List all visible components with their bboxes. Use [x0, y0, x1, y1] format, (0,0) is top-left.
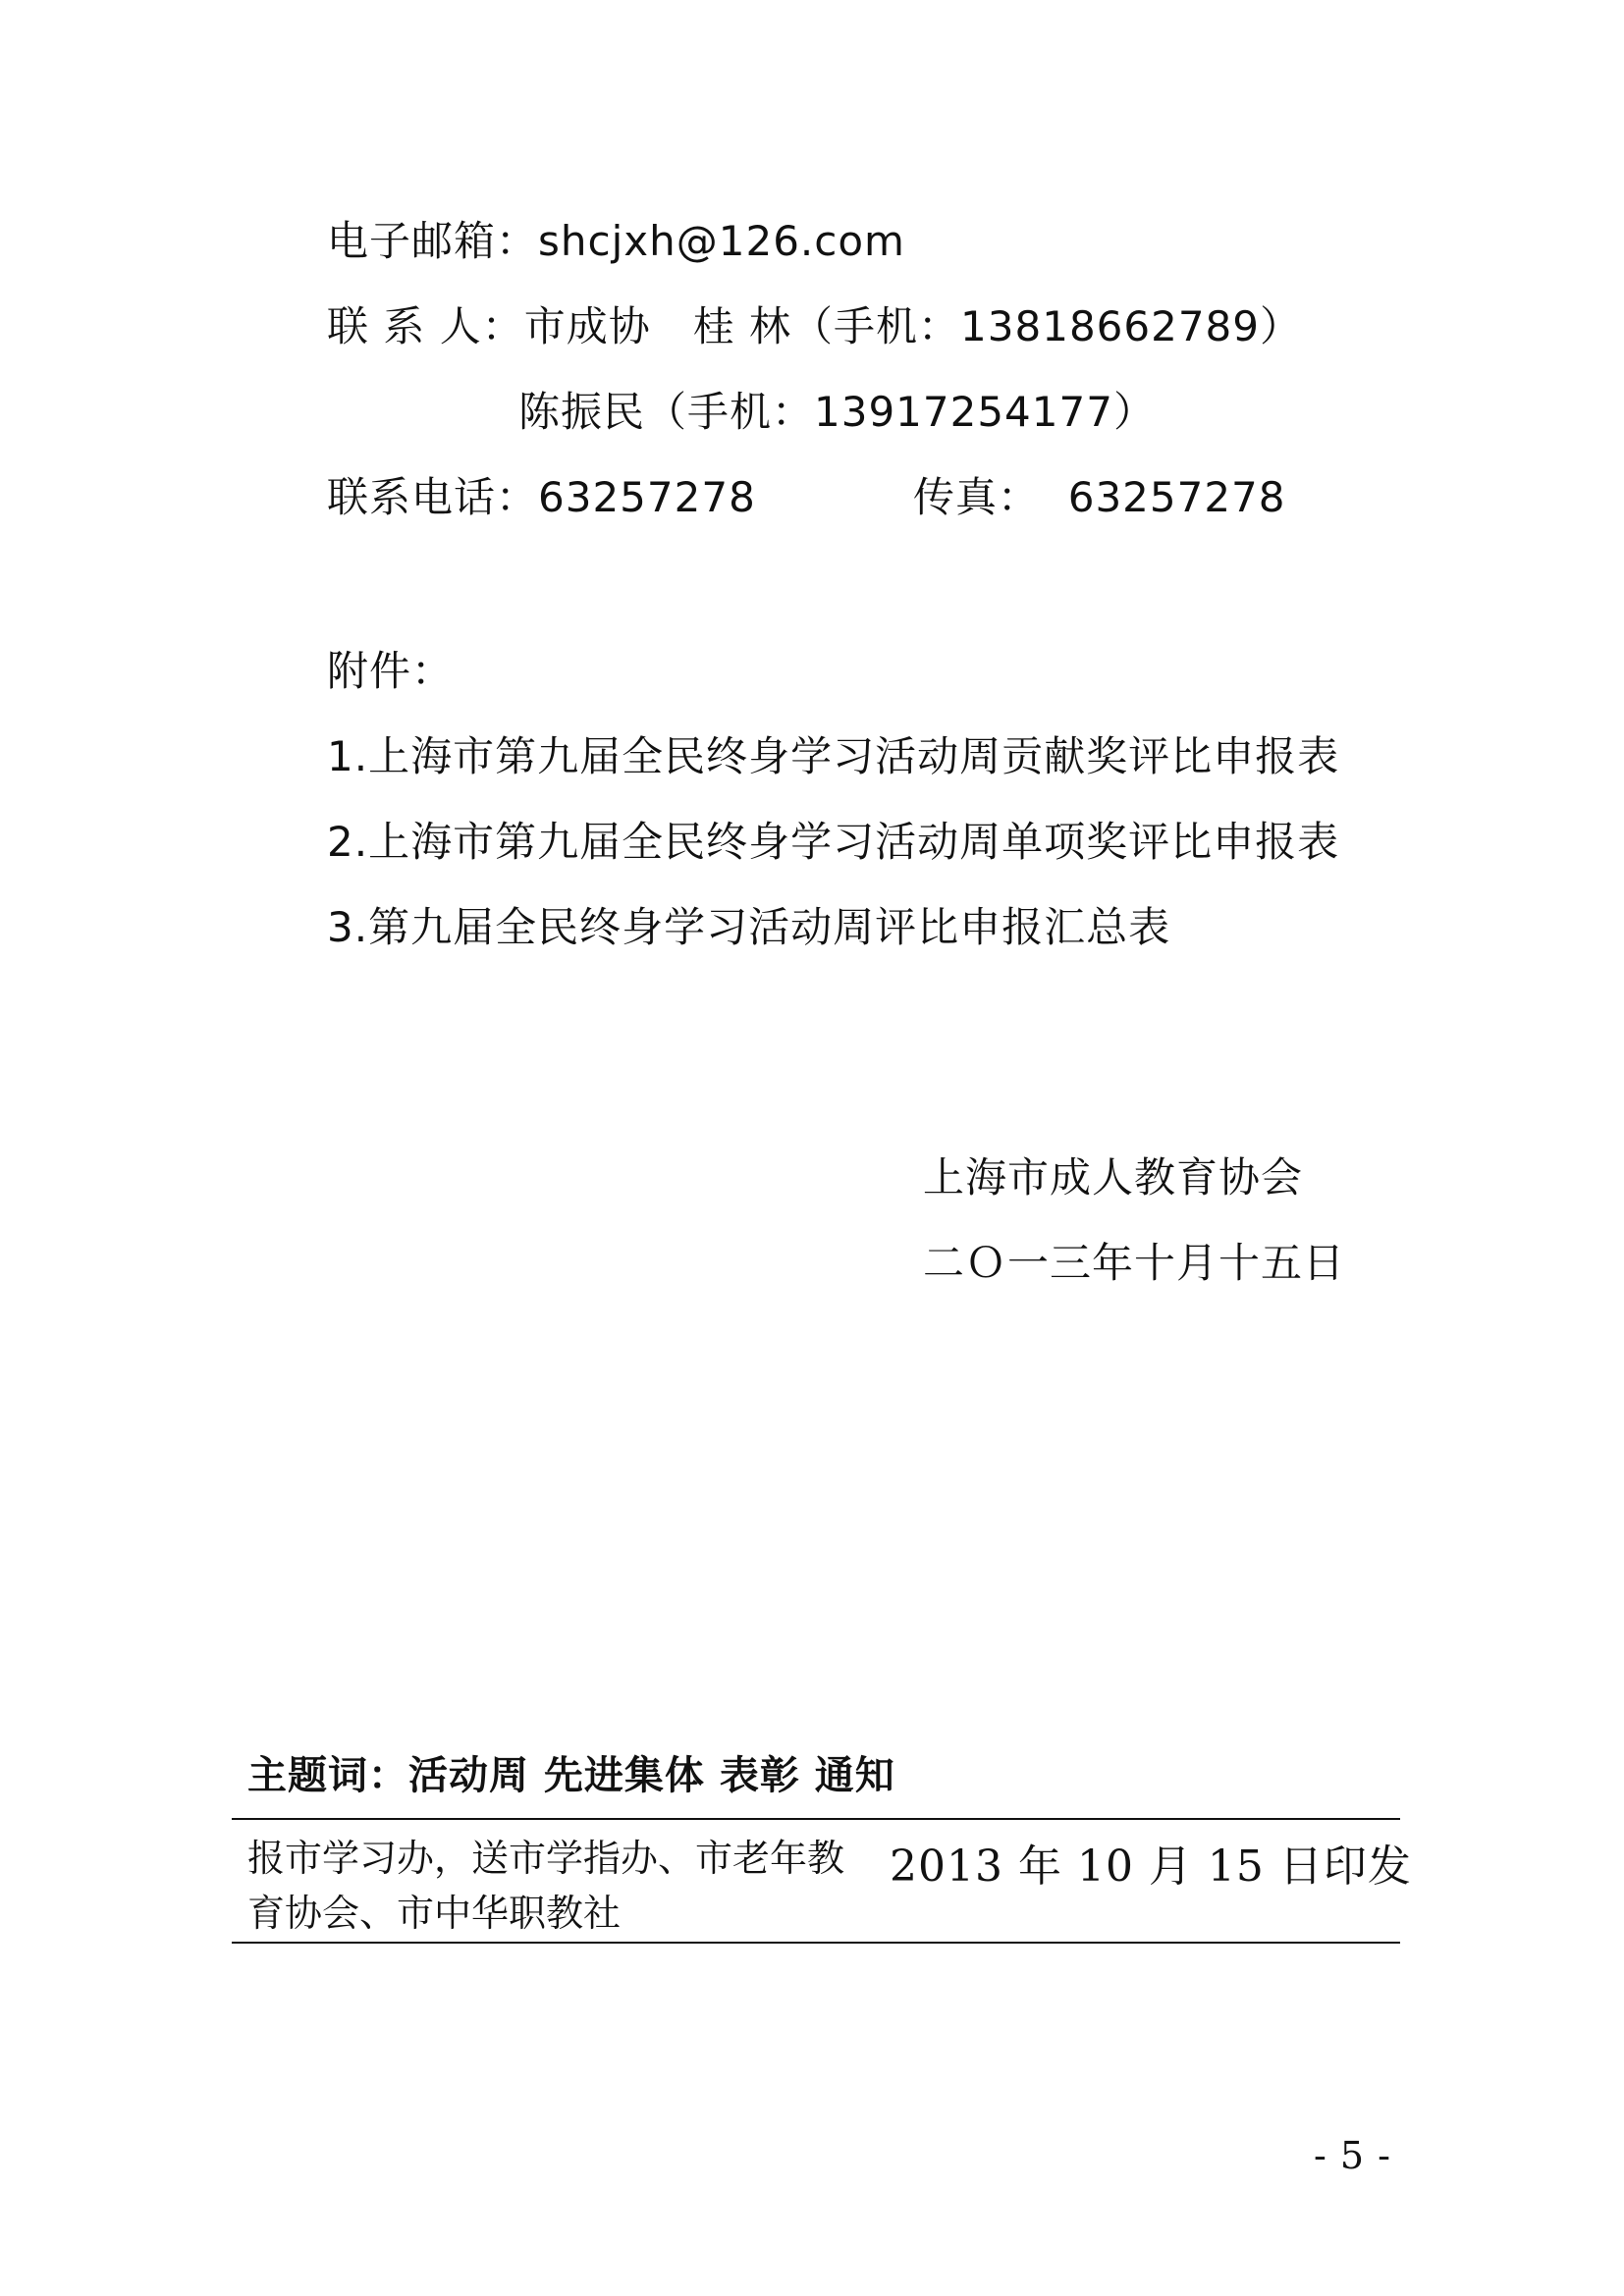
- fax-value: 63257278: [1067, 473, 1286, 521]
- page-number: - 5 -: [1314, 2134, 1392, 2177]
- signature-org: 上海市成人教育协会: [923, 1153, 1304, 1201]
- contact-person-1: 市成协 桂 林（手机：13818662789）: [523, 302, 1302, 350]
- attachment-item-1: 1.上海市第九届全民终身学习活动周贡献奖评比申报表: [327, 732, 1340, 780]
- distribution-line-1: 报市学习办，送市学指办、市老年教: [247, 1837, 845, 1880]
- print-date: 2013 年 10 月 15 日印发: [890, 1842, 1412, 1892]
- email-line: [327, 214, 905, 269]
- contact-person-line: [327, 299, 1302, 354]
- phone-label: 联系电话：: [327, 473, 539, 521]
- attachments-heading: 附件：: [327, 647, 455, 695]
- contact-person-label: 联 系 人：: [327, 302, 524, 350]
- attachment-item-2: 2.上海市第九届全民终身学习活动周单项奖评比申报表: [327, 818, 1340, 866]
- footer-bottom-rule: [232, 1942, 1400, 1944]
- contact-person-2: 陈振民（手机：13917254177）: [518, 388, 1156, 436]
- email-value[interactable]: shcjxh@126.com: [538, 217, 905, 265]
- signature-date: 二Ｏ一三年十月十五日: [923, 1239, 1346, 1287]
- phone-value: 63257278: [538, 473, 756, 521]
- phone-line: [327, 470, 756, 525]
- email-label: 电子邮箱：: [327, 217, 539, 265]
- attachment-item-3: 3.第九届全民终身学习活动周评比申报汇总表: [327, 903, 1171, 951]
- footer-top-rule: [232, 1818, 1400, 1820]
- fax-label: 传真：: [913, 473, 1041, 521]
- fax-line: [913, 470, 1286, 525]
- distribution-line-2: 育协会、市中华职教社: [247, 1892, 622, 1935]
- keywords-line: 主题词：活动周 先进集体 表彰 通知: [247, 1753, 895, 1798]
